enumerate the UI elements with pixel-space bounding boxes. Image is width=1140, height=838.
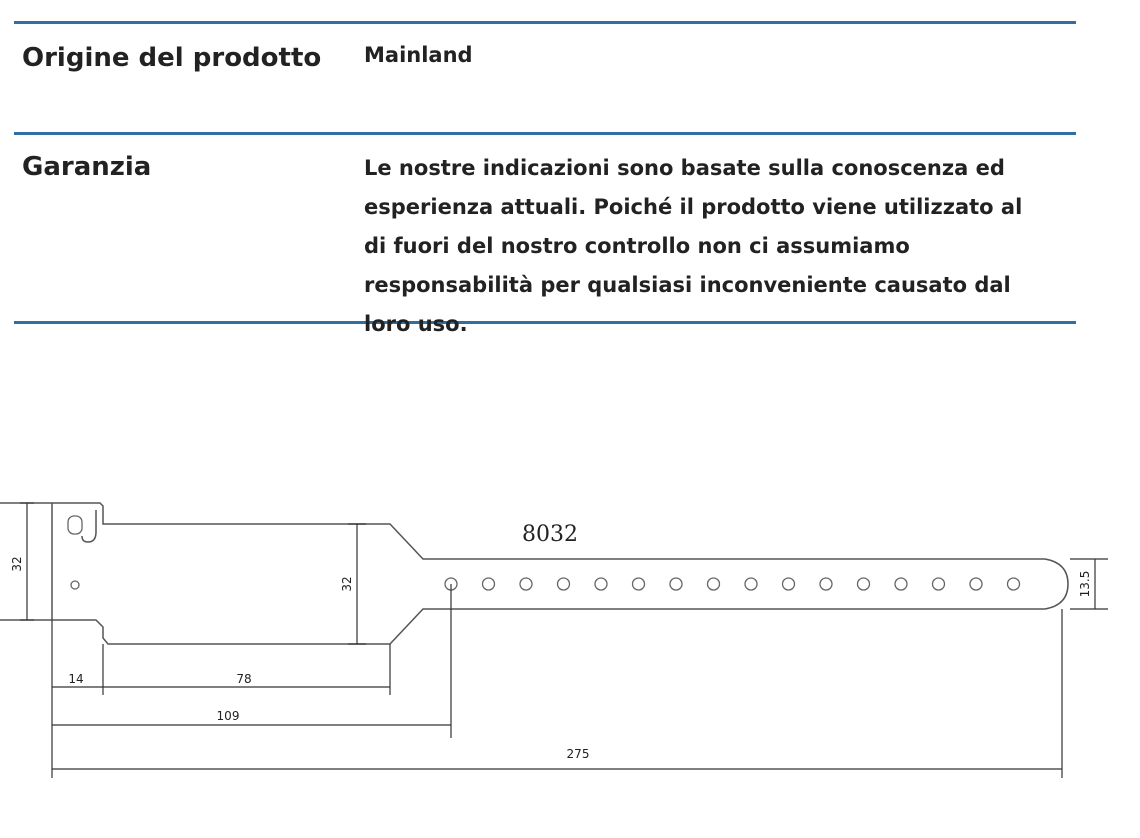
- adjustment-hole: [895, 578, 907, 590]
- dimension-label-height: 32: [340, 576, 354, 592]
- adjustment-hole: [483, 578, 495, 590]
- spec-row-warranty: [14, 135, 1076, 336]
- adjustment-hole: [970, 578, 982, 590]
- adjustment-hole: [820, 578, 832, 590]
- spec-row-origin: [14, 24, 1076, 132]
- adjustment-hole: [745, 578, 757, 590]
- spec-label-origin: Origine del prodotto: [22, 43, 322, 73]
- adjustment-hole: [670, 578, 682, 590]
- adjustment-holes: [445, 578, 1020, 590]
- dimension-to-first-hole: 109: [216, 709, 240, 723]
- spec-value-origin: Mainland: [364, 43, 473, 67]
- clasp-hole-icon: [71, 581, 79, 589]
- spec-label-warranty: Garanzia: [22, 152, 152, 182]
- model-number: 8032: [522, 522, 578, 547]
- clasp-slot-icon: [68, 516, 82, 534]
- product-spec-table: [14, 21, 1076, 336]
- adjustment-hole: [558, 578, 570, 590]
- spec-value-warranty: Le nostre indicazioni sono basate sulla conoscenza ed esperienza attuali. Poiché il prodotto viene utilizzato al di fuori del nostro controllo non ci assumiamo responsabilità per qualsiasi inconveniente causato dal loro uso.: [364, 156, 1023, 336]
- adjustment-hole: [633, 578, 645, 590]
- dimension-clasp: 14: [68, 672, 84, 686]
- dimension-height-left: 32: [10, 556, 24, 572]
- adjustment-hole: [520, 578, 532, 590]
- wristband-technical-drawing: [0, 480, 1140, 800]
- dimension-label-length: 78: [236, 672, 252, 686]
- adjustment-hole: [933, 578, 945, 590]
- adjustment-hole: [595, 578, 607, 590]
- dimension-total-length: 275: [566, 747, 590, 761]
- adjustment-hole: [783, 578, 795, 590]
- dimension-strap-width: 13.5: [1078, 570, 1092, 598]
- adjustment-hole: [858, 578, 870, 590]
- adjustment-hole: [1008, 578, 1020, 590]
- adjustment-hole: [708, 578, 720, 590]
